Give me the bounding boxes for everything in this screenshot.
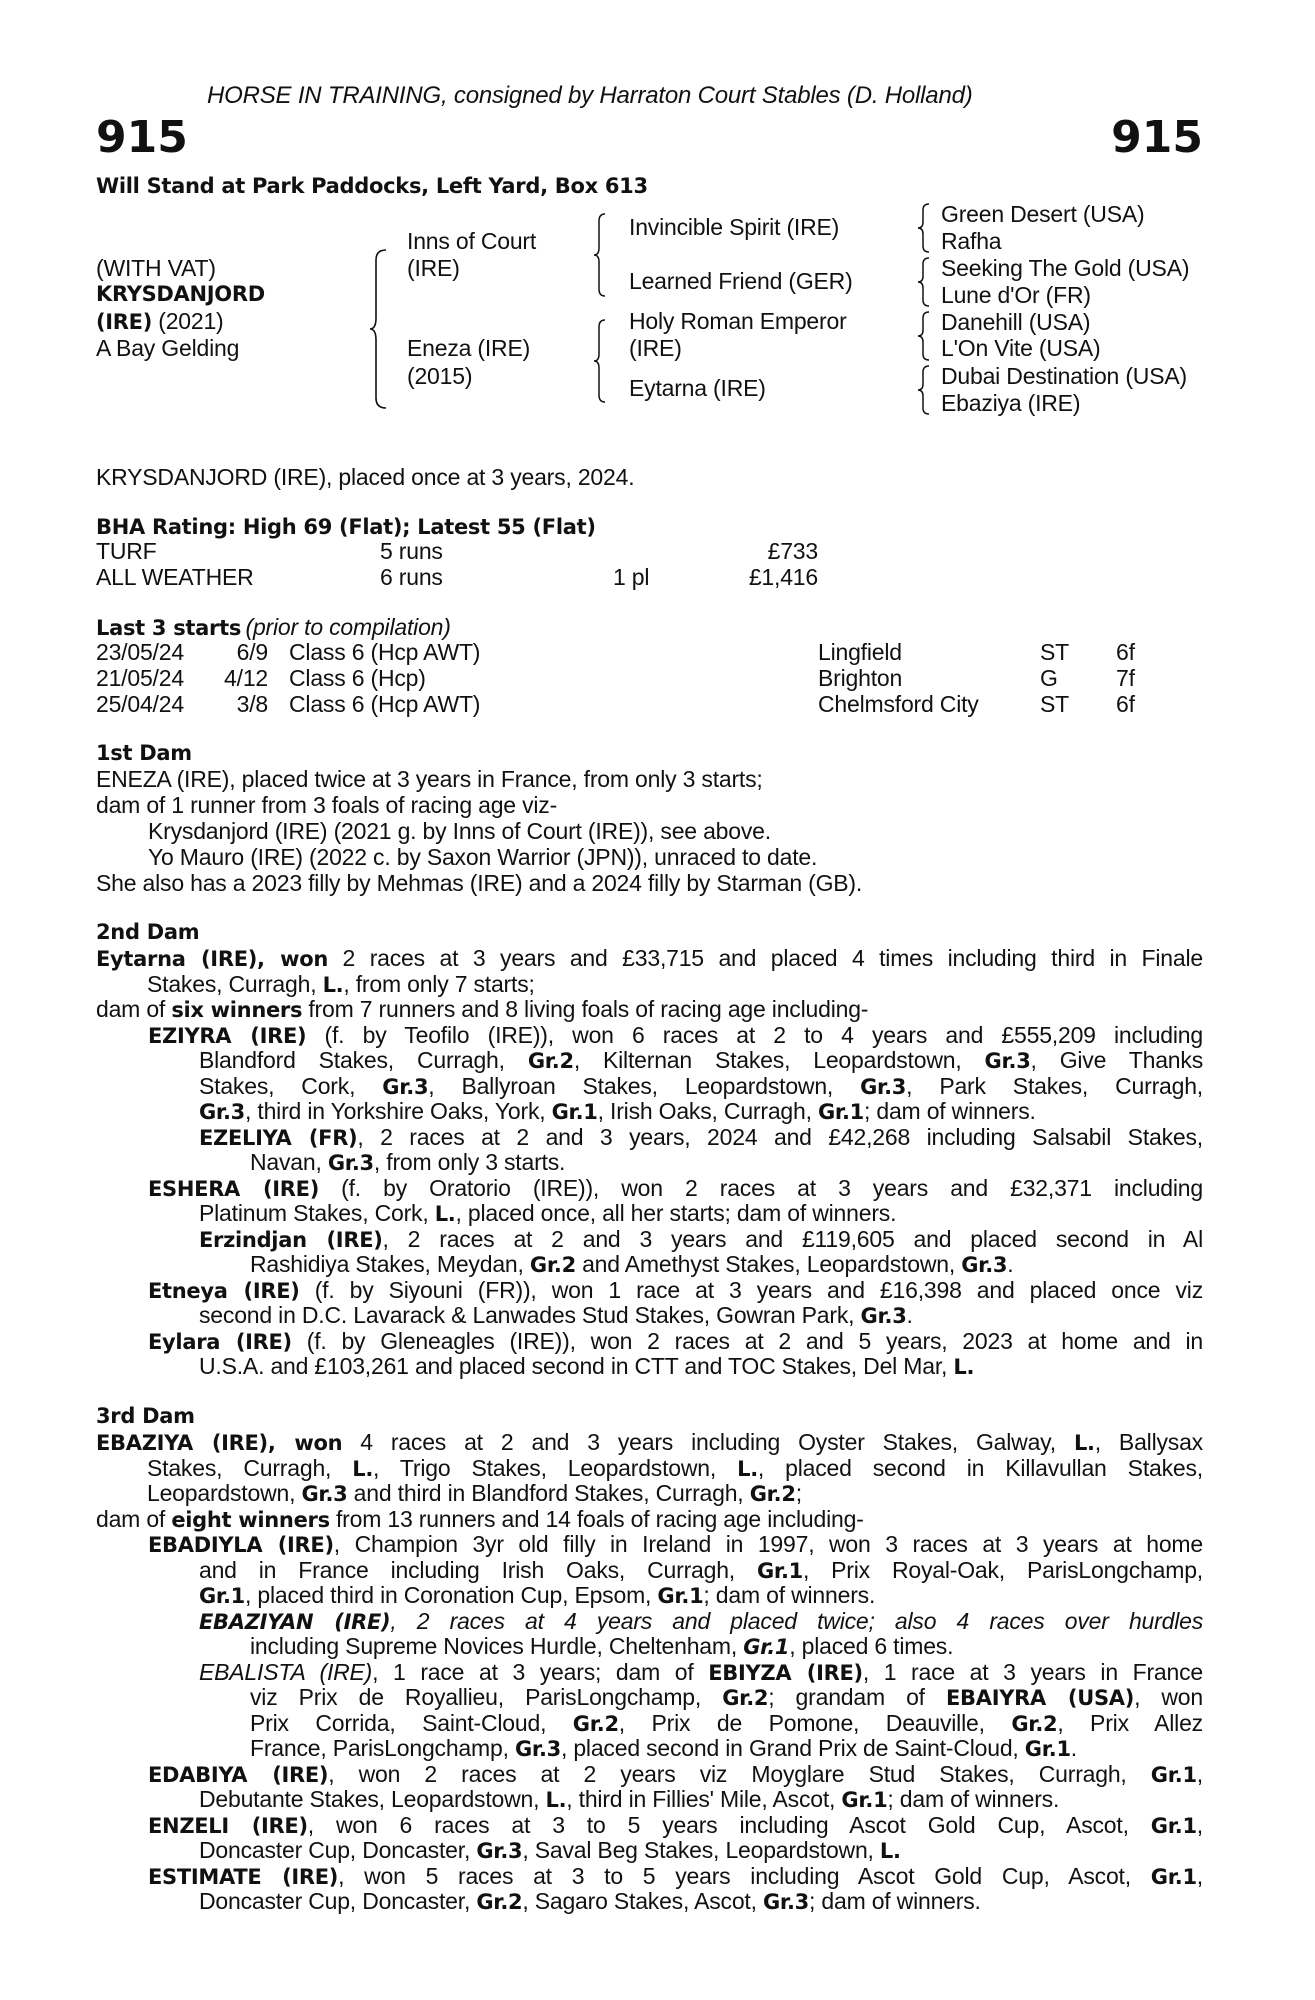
text-run: , placed once, all her starts; dam of winners. bbox=[455, 1200, 897, 1226]
dam2-line bbox=[199, 1303, 913, 1330]
text-run: Gr.1 bbox=[1150, 1762, 1197, 1787]
text-run: , won bbox=[1134, 1684, 1203, 1710]
dam2-line bbox=[250, 1252, 1013, 1279]
text-run: Gr.2 bbox=[572, 1711, 619, 1736]
horse-origin-year bbox=[96, 309, 224, 336]
text-run: , placed second in Killavullan Stakes, bbox=[757, 1454, 1203, 1481]
dam1-title: 1st Dam bbox=[96, 741, 192, 765]
pedigree-dam-brace bbox=[593, 318, 609, 404]
text-run: , Irish Oaks, Curragh, bbox=[597, 1098, 818, 1124]
text-run: , Trigo Stakes, Leopardstown, bbox=[373, 1454, 738, 1481]
text-run: U.S.A. and £103,261 and placed second in CTT and TOC Stakes, Del Mar, bbox=[199, 1353, 954, 1379]
text-run: Gr.1 bbox=[841, 1788, 888, 1812]
text-run: Gr.2 bbox=[529, 1253, 576, 1277]
text-run: L. bbox=[434, 1202, 456, 1226]
start-2-going: G bbox=[1040, 665, 1058, 691]
horse-description: A Bay Gelding bbox=[96, 335, 240, 361]
rating-turf-runs: 5 runs bbox=[380, 538, 443, 564]
dam3-line bbox=[250, 1634, 953, 1661]
start-3-dist: 6f bbox=[1116, 691, 1135, 717]
dam1-line-4: Yo Mauro (IRE) (2022 c. by Saxon Warrior (JPN)), unraced to date. bbox=[148, 844, 818, 870]
text-run: , Kilternan Stakes, Leopardstown, bbox=[573, 1047, 985, 1073]
text-run: , bbox=[1196, 1760, 1203, 1787]
sire-sire: Invincible Spirit (IRE) bbox=[629, 214, 840, 240]
text-run: 2 races at 3 years and £33,715 and placed 4 times including third in Finale bbox=[327, 945, 1203, 971]
consignment-line: HORSE IN TRAINING, consigned by Harraton Court Stables (D. Holland) bbox=[207, 82, 973, 109]
text-run: ; dam of winners. bbox=[703, 1582, 876, 1608]
text-run: , Saval Beg Stakes, Leopardstown, bbox=[522, 1837, 880, 1863]
text-run: Gr.3 bbox=[860, 1074, 907, 1099]
dsd: L'On Vite (USA) bbox=[941, 335, 1101, 361]
text-run: from 13 runners and 14 foals of racing age including- bbox=[329, 1505, 864, 1532]
text-run: ; dam of winners. bbox=[863, 1098, 1036, 1124]
text-run: viz Prix de Royallieu, ParisLongchamp, bbox=[250, 1684, 723, 1710]
rating-aw-placed: 1 pl bbox=[613, 564, 650, 590]
text-run: Gr.3 bbox=[327, 1151, 374, 1175]
text-run: , won 6 races at 3 to 5 years including Ascot Gold Cup, Ascot, bbox=[307, 1811, 1151, 1838]
text-run: . bbox=[1070, 1735, 1077, 1761]
dam3-line bbox=[148, 1813, 1203, 1840]
dam2-line bbox=[199, 1354, 974, 1381]
dam2-line bbox=[148, 1023, 1203, 1050]
text-run: dam of bbox=[96, 1505, 172, 1532]
text-run: , Ballysax bbox=[1094, 1429, 1203, 1455]
text-run: EZIYRA (IRE) bbox=[148, 1023, 307, 1048]
last-starts-title bbox=[96, 615, 451, 641]
text-run: and third in Blandford Stakes, Curragh, bbox=[347, 1480, 750, 1506]
text-run: . bbox=[906, 1302, 913, 1328]
text-run: Gr.1 bbox=[756, 1558, 803, 1583]
horse-year: (2021) bbox=[158, 308, 224, 334]
text-run: L. bbox=[322, 972, 344, 997]
dam2-line bbox=[96, 946, 1203, 973]
dam2-name: Eytarna (IRE), won bbox=[96, 947, 328, 971]
text-run: , placed 6 times. bbox=[789, 1633, 954, 1659]
text-run: , third in Fillies' Mile, Ascot, bbox=[566, 1786, 842, 1812]
text-run: Gr.3 bbox=[763, 1890, 809, 1914]
race-summary: KRYSDANJORD (IRE), placed once at 3 years, 2024. bbox=[96, 464, 635, 490]
dam3-line bbox=[148, 1864, 1203, 1891]
pedigree-brace-ds bbox=[917, 310, 933, 362]
text-run: Gr.1 bbox=[1150, 1813, 1197, 1838]
text-run: , 2 races at 2 and 3 years and £119,605 and placed second in Al bbox=[382, 1225, 1203, 1252]
pedigree-brace-dd bbox=[917, 364, 933, 416]
text-run: Gr.1 bbox=[817, 1100, 864, 1124]
text-run: , 1 race at 3 years; dam of bbox=[372, 1658, 709, 1685]
rating-turf-prize: £733 bbox=[767, 538, 818, 564]
text-run: , Prix Royal-Oak, ParisLongchamp, bbox=[802, 1556, 1203, 1583]
text-run: , Prix de Pomone, Deauville, bbox=[618, 1709, 1012, 1736]
text-run: EBADIYLA (IRE) bbox=[148, 1533, 334, 1557]
text-run: Gr.1 bbox=[1150, 1864, 1197, 1889]
dam-dam: Eytarna (IRE) bbox=[629, 375, 766, 401]
dam2-text bbox=[96, 945, 1203, 1379]
dam2-line bbox=[148, 1176, 1203, 1203]
text-run: . bbox=[1007, 1251, 1014, 1277]
sss: Green Desert (USA) bbox=[941, 201, 1145, 227]
dam3-line bbox=[250, 1685, 1203, 1712]
dam2-line bbox=[199, 1125, 1203, 1152]
text-run: EBAIYRA (USA) bbox=[946, 1686, 1135, 1710]
text-run: ; dam of winners. bbox=[809, 1888, 981, 1914]
start-1-going: ST bbox=[1040, 639, 1069, 665]
text-run: EZELIYA (FR) bbox=[199, 1125, 358, 1150]
start-2-date: 21/05/24 bbox=[96, 665, 184, 691]
text-run: L. bbox=[352, 1456, 374, 1481]
text-run: , third in Yorkshire Oaks, York, bbox=[245, 1098, 552, 1124]
text-run: Navan, bbox=[250, 1149, 328, 1175]
start-2-course: Brighton bbox=[818, 665, 903, 691]
dam3-line bbox=[148, 1532, 1203, 1559]
horse-origin: (IRE) bbox=[96, 310, 153, 334]
sire-dam: Learned Friend (GER) bbox=[629, 268, 853, 294]
text-run: , Prix Allez bbox=[1057, 1709, 1203, 1736]
lot-number-right: 915 bbox=[1111, 112, 1203, 163]
text-run: Doncaster Cup, Doncaster, bbox=[199, 1888, 477, 1914]
text-run: 4 races at 2 and 3 years including Oyster Stakes, Galway, bbox=[342, 1429, 1074, 1455]
dam2-line bbox=[199, 1074, 1203, 1101]
dam1-line-2: dam of 1 runner from 3 foals of racing age viz- bbox=[96, 792, 558, 818]
start-2-pos: 4/12 bbox=[224, 665, 268, 691]
text-run: Stakes, Cork, bbox=[199, 1072, 383, 1099]
dam3-name: EBAZIYA (IRE), won bbox=[96, 1431, 343, 1455]
pedigree-brace-ss bbox=[917, 202, 933, 254]
start-3-date: 25/04/24 bbox=[96, 691, 184, 717]
text-run: , placed third in Coronation Cup, Epsom, bbox=[245, 1582, 658, 1608]
text-run: , from only 3 starts. bbox=[373, 1149, 566, 1175]
text-run: six winners bbox=[171, 998, 303, 1022]
text-run: , won 2 races at 2 years viz Moyglare Stud Stakes, Curragh, bbox=[328, 1760, 1151, 1787]
dam3-line bbox=[96, 1430, 1203, 1457]
dam3-line bbox=[250, 1736, 1077, 1763]
text-run: ESTIMATE (IRE) bbox=[148, 1864, 339, 1889]
lot-number-left: 915 bbox=[96, 112, 188, 163]
text-run: Stakes, Curragh, bbox=[147, 1454, 353, 1481]
pedigree-main-brace bbox=[368, 248, 392, 410]
text-run: ; grandam of bbox=[768, 1684, 947, 1710]
text-run: dam of bbox=[96, 996, 172, 1022]
sdd: Lune d'Or (FR) bbox=[941, 282, 1091, 308]
start-1-class: Class 6 (Hcp AWT) bbox=[289, 639, 481, 665]
dam1-line-5: She also has a 2023 filly by Mehmas (IRE) and a 2024 filly by Starman (GB). bbox=[96, 870, 863, 896]
text-run: , bbox=[1196, 1862, 1203, 1889]
text-run: (f. by Oratorio (IRE)), won 2 races at 3 years and £32,371 including bbox=[319, 1174, 1203, 1201]
text-run: Gr.3 bbox=[301, 1482, 348, 1506]
text-run: France, ParisLongchamp, bbox=[250, 1735, 515, 1761]
start-2-class: Class 6 (Hcp) bbox=[289, 665, 426, 691]
dam3-text bbox=[96, 1429, 1203, 1914]
text-run: Erzindjan (IRE) bbox=[199, 1227, 383, 1252]
text-run: ENZELI (IRE) bbox=[148, 1813, 308, 1838]
dam3-line bbox=[199, 1558, 1203, 1585]
dam-year: (2015) bbox=[407, 363, 473, 389]
dam2-line bbox=[199, 1099, 1036, 1126]
text-run: EBIYZA (IRE) bbox=[708, 1660, 863, 1685]
text-run: L. bbox=[737, 1456, 758, 1481]
start-2-dist: 7f bbox=[1116, 665, 1135, 691]
dam2-line bbox=[148, 1278, 1203, 1305]
text-run: , from only 7 starts; bbox=[343, 970, 535, 997]
dam2-title: 2nd Dam bbox=[96, 920, 200, 944]
text-run: Debutante Stakes, Leopardstown, bbox=[199, 1786, 546, 1812]
text-run: Gr.1 bbox=[199, 1584, 245, 1608]
rating-aw-runs: 6 runs bbox=[380, 564, 443, 590]
rating-aw-prize: £1,416 bbox=[748, 564, 818, 590]
text-run: L. bbox=[1073, 1431, 1095, 1455]
pedigree-brace-sd bbox=[917, 256, 933, 308]
dam3-line bbox=[199, 1889, 981, 1916]
dam1-line-1: ENEZA (IRE), placed twice at 3 years in France, from only 3 starts; bbox=[96, 766, 763, 792]
dds: Dubai Destination (USA) bbox=[941, 363, 1187, 389]
dss: Danehill (USA) bbox=[941, 309, 1091, 335]
text-run: EBALISTA (IRE) bbox=[199, 1658, 373, 1685]
text-run: Blandford Stakes, Curragh, bbox=[199, 1047, 528, 1073]
text-run: Gr.3 bbox=[476, 1839, 523, 1863]
horse-name: KRYSDANJORD bbox=[96, 282, 265, 306]
dam1-line-3: Krysdanjord (IRE) (2021 g. by Inns of Court (IRE)), see above. bbox=[148, 818, 771, 844]
text-run: Gr.2 bbox=[527, 1049, 574, 1073]
last-starts-note: (prior to compilation) bbox=[245, 614, 451, 640]
start-1-pos: 6/9 bbox=[236, 639, 268, 665]
dam-name: Eneza (IRE) bbox=[407, 335, 531, 361]
text-run: Platinum Stakes, Cork, bbox=[199, 1200, 435, 1226]
text-run: Gr.1 bbox=[657, 1584, 704, 1608]
text-run: L. bbox=[879, 1839, 901, 1863]
text-run: L. bbox=[953, 1355, 975, 1379]
text-run: ESHERA (IRE) bbox=[148, 1176, 320, 1201]
text-run: , placed second in Grand Prix de Saint-Cloud, bbox=[560, 1735, 1025, 1761]
text-run: second in D.C. Lavarack & Lanwades Stud Stakes, Gowran Park, bbox=[199, 1302, 861, 1328]
text-run: Gr.3 bbox=[382, 1074, 429, 1099]
text-run: Gr.3 bbox=[199, 1100, 245, 1124]
text-run: EDABIYA (IRE) bbox=[148, 1762, 329, 1787]
text-run: , won 5 races at 3 to 5 years including Ascot Gold Cup, Ascot, bbox=[338, 1862, 1151, 1889]
text-run: Leopardstown, bbox=[147, 1480, 302, 1506]
dam3-line bbox=[199, 1787, 1059, 1814]
text-run: , 1 race at 3 years in France bbox=[862, 1658, 1203, 1685]
text-run: Gr.3 bbox=[961, 1253, 1008, 1277]
dam-sire-origin: (IRE) bbox=[629, 335, 682, 361]
start-3-course: Chelmsford City bbox=[818, 691, 979, 717]
dam2-line bbox=[147, 972, 535, 999]
dam3-line bbox=[147, 1456, 1203, 1483]
text-run: Gr.2 bbox=[1011, 1711, 1058, 1736]
text-run: Gr.3 bbox=[984, 1049, 1031, 1073]
text-run: , 2 races at 4 years and placed twice; also 4 races over hurdles bbox=[390, 1607, 1203, 1634]
dam2-line bbox=[199, 1048, 1203, 1075]
text-run: including Supreme Novices Hurdle, Cheltenham, bbox=[250, 1633, 744, 1659]
text-run: Gr.2 bbox=[476, 1890, 523, 1914]
dam2-line bbox=[199, 1227, 1203, 1254]
dam3-line bbox=[199, 1660, 1203, 1687]
text-run: Rashidiya Stakes, Meydan, bbox=[250, 1251, 530, 1277]
text-run: , Sagaro Stakes, Ascot, bbox=[522, 1888, 763, 1914]
last-starts-label: Last 3 starts bbox=[96, 616, 242, 640]
start-1-date: 23/05/24 bbox=[96, 639, 184, 665]
sire-name: Inns of Court bbox=[407, 228, 537, 254]
dam2-line bbox=[199, 1201, 896, 1228]
start-3-class: Class 6 (Hcp AWT) bbox=[289, 691, 481, 717]
sire-origin: (IRE) bbox=[407, 255, 460, 281]
text-run: Gr.1 bbox=[743, 1635, 790, 1659]
vat-label: (WITH VAT) bbox=[96, 255, 216, 281]
text-run: (f. by Gleneagles (IRE)), won 2 races at 2 and 5 years, 2023 at home and in bbox=[291, 1327, 1203, 1354]
dam3-line bbox=[199, 1583, 875, 1610]
text-run: Prix Corrida, Saint-Cloud, bbox=[250, 1709, 573, 1736]
text-run: , Champion 3yr old filly in Ireland in 1997, won 3 races at 3 years at home bbox=[333, 1531, 1203, 1557]
text-run: eight winners bbox=[171, 1507, 330, 1532]
text-run: Doncaster Cup, Doncaster, bbox=[199, 1837, 477, 1863]
text-run: and in France including Irish Oaks, Curragh, bbox=[199, 1556, 757, 1583]
text-run: , Park Stakes, Curragh, bbox=[906, 1072, 1203, 1099]
start-1-course: Lingfield bbox=[818, 639, 902, 665]
ssd: Rafha bbox=[941, 228, 1002, 254]
ddd: Ebaziya (IRE) bbox=[941, 390, 1081, 416]
text-run: , Ballyroan Stakes, Leopardstown, bbox=[428, 1072, 861, 1099]
text-run: , 2 races at 2 and 3 years, 2024 and £42,268 including Salsabil Stakes, bbox=[357, 1123, 1203, 1150]
location-line: Will Stand at Park Paddocks, Left Yard, Box 613 bbox=[96, 174, 648, 198]
sds: Seeking The Gold (USA) bbox=[941, 255, 1190, 281]
rating-turf-surface: TURF bbox=[96, 538, 157, 564]
text-run: ; bbox=[795, 1480, 802, 1506]
text-run: Gr.3 bbox=[860, 1304, 907, 1328]
dam2-line bbox=[96, 997, 868, 1024]
rating-aw-surface: ALL WEATHER bbox=[96, 564, 254, 590]
pedigree-sire-brace bbox=[593, 212, 609, 298]
dam3-line bbox=[199, 1609, 1203, 1636]
text-run: Gr.1 bbox=[551, 1100, 598, 1124]
rating-title: BHA Rating: High 69 (Flat); Latest 55 (Flat) bbox=[96, 515, 596, 539]
text-run: and Amethyst Stakes, Leopardstown, bbox=[575, 1251, 962, 1277]
dam2-line bbox=[148, 1329, 1203, 1356]
dam3-line bbox=[148, 1762, 1203, 1789]
dam2-line bbox=[250, 1150, 565, 1177]
dam-sire-name: Holy Roman Emperor bbox=[629, 308, 847, 334]
start-3-going: ST bbox=[1040, 691, 1069, 717]
dam3-line bbox=[147, 1481, 802, 1508]
text-run: (f. by Siyouni (FR)), won 1 race at 3 years and £16,398 and placed once viz bbox=[299, 1276, 1203, 1303]
text-run: , bbox=[1196, 1811, 1203, 1838]
text-run: Gr.1 bbox=[1024, 1737, 1071, 1761]
dam3-line bbox=[199, 1838, 901, 1865]
text-run: ; dam of winners. bbox=[887, 1786, 1060, 1812]
dam3-line bbox=[250, 1711, 1203, 1738]
dam3-title: 3rd Dam bbox=[96, 1404, 195, 1428]
text-run: , Give Thanks bbox=[1030, 1047, 1203, 1073]
text-run: from 7 runners and 8 living foals of racing age including- bbox=[302, 996, 869, 1022]
text-run: Stakes, Curragh, bbox=[147, 970, 323, 997]
text-run: Gr.2 bbox=[722, 1686, 769, 1710]
text-run: Gr.3 bbox=[514, 1737, 561, 1761]
text-run: (f. by Teofilo (IRE)), won 6 races at 2 to 4 years and £555,209 including bbox=[306, 1021, 1203, 1048]
text-run: L. bbox=[545, 1788, 567, 1812]
start-1-dist: 6f bbox=[1116, 639, 1135, 665]
text-run: Etneya (IRE) bbox=[148, 1278, 300, 1303]
text-run: EBAZIYAN (IRE) bbox=[199, 1609, 391, 1634]
start-3-pos: 3/8 bbox=[236, 691, 268, 717]
dam3-line bbox=[96, 1507, 864, 1534]
text-run: Gr.2 bbox=[749, 1482, 796, 1506]
text-run: Eylara (IRE) bbox=[148, 1329, 292, 1354]
